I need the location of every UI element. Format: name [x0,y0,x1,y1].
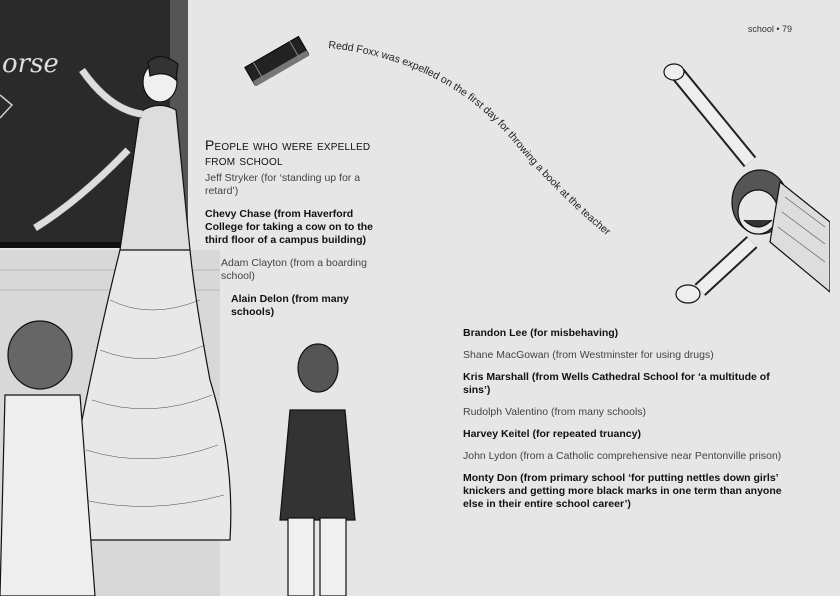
list-item: Adam Clayton (from a boarding school) [221,257,367,282]
list-item: Brandon Lee (for misbehaving) [463,327,619,339]
list-item: Harvey Keitel (for repeated truancy) [463,428,641,440]
chalk-writing: orse [2,49,59,79]
list-item: Monty Don (from primary school ‘for putting nettles down girls’ knickers and getting more black marks in one term than anyone else in their entire school career’) [463,472,782,510]
expelled-list-left [205,172,375,329]
list-item: Kris Marshall (from Wells Cathedral School for ‘a multitude of sins’) [463,371,770,396]
section-heading: People who were expelled from school [205,137,371,168]
running-head: school • 79 [747,24,792,34]
list-item: Chevy Chase (from Haverford College for taking a cow on to the third floor of a campus building) [205,208,374,246]
curved-caption-text: Redd Foxx was expelled on the first day for throwing a book at the teacher [327,39,613,238]
list-item: Shane MacGowan (from Westminster for using drugs) [463,349,714,361]
list-item: Alain Delon (from many schools) [231,293,349,318]
list-item: John Lydon (from a Catholic comprehensive near Pentonville prison) [463,450,782,462]
expelled-list-right [463,327,793,520]
thrower-engraving [660,62,830,312]
list-item: Rudolph Valentino (from many schools) [463,406,647,418]
list-item: Jeff Stryker (for ‘standing up for a retard’) [205,172,361,197]
